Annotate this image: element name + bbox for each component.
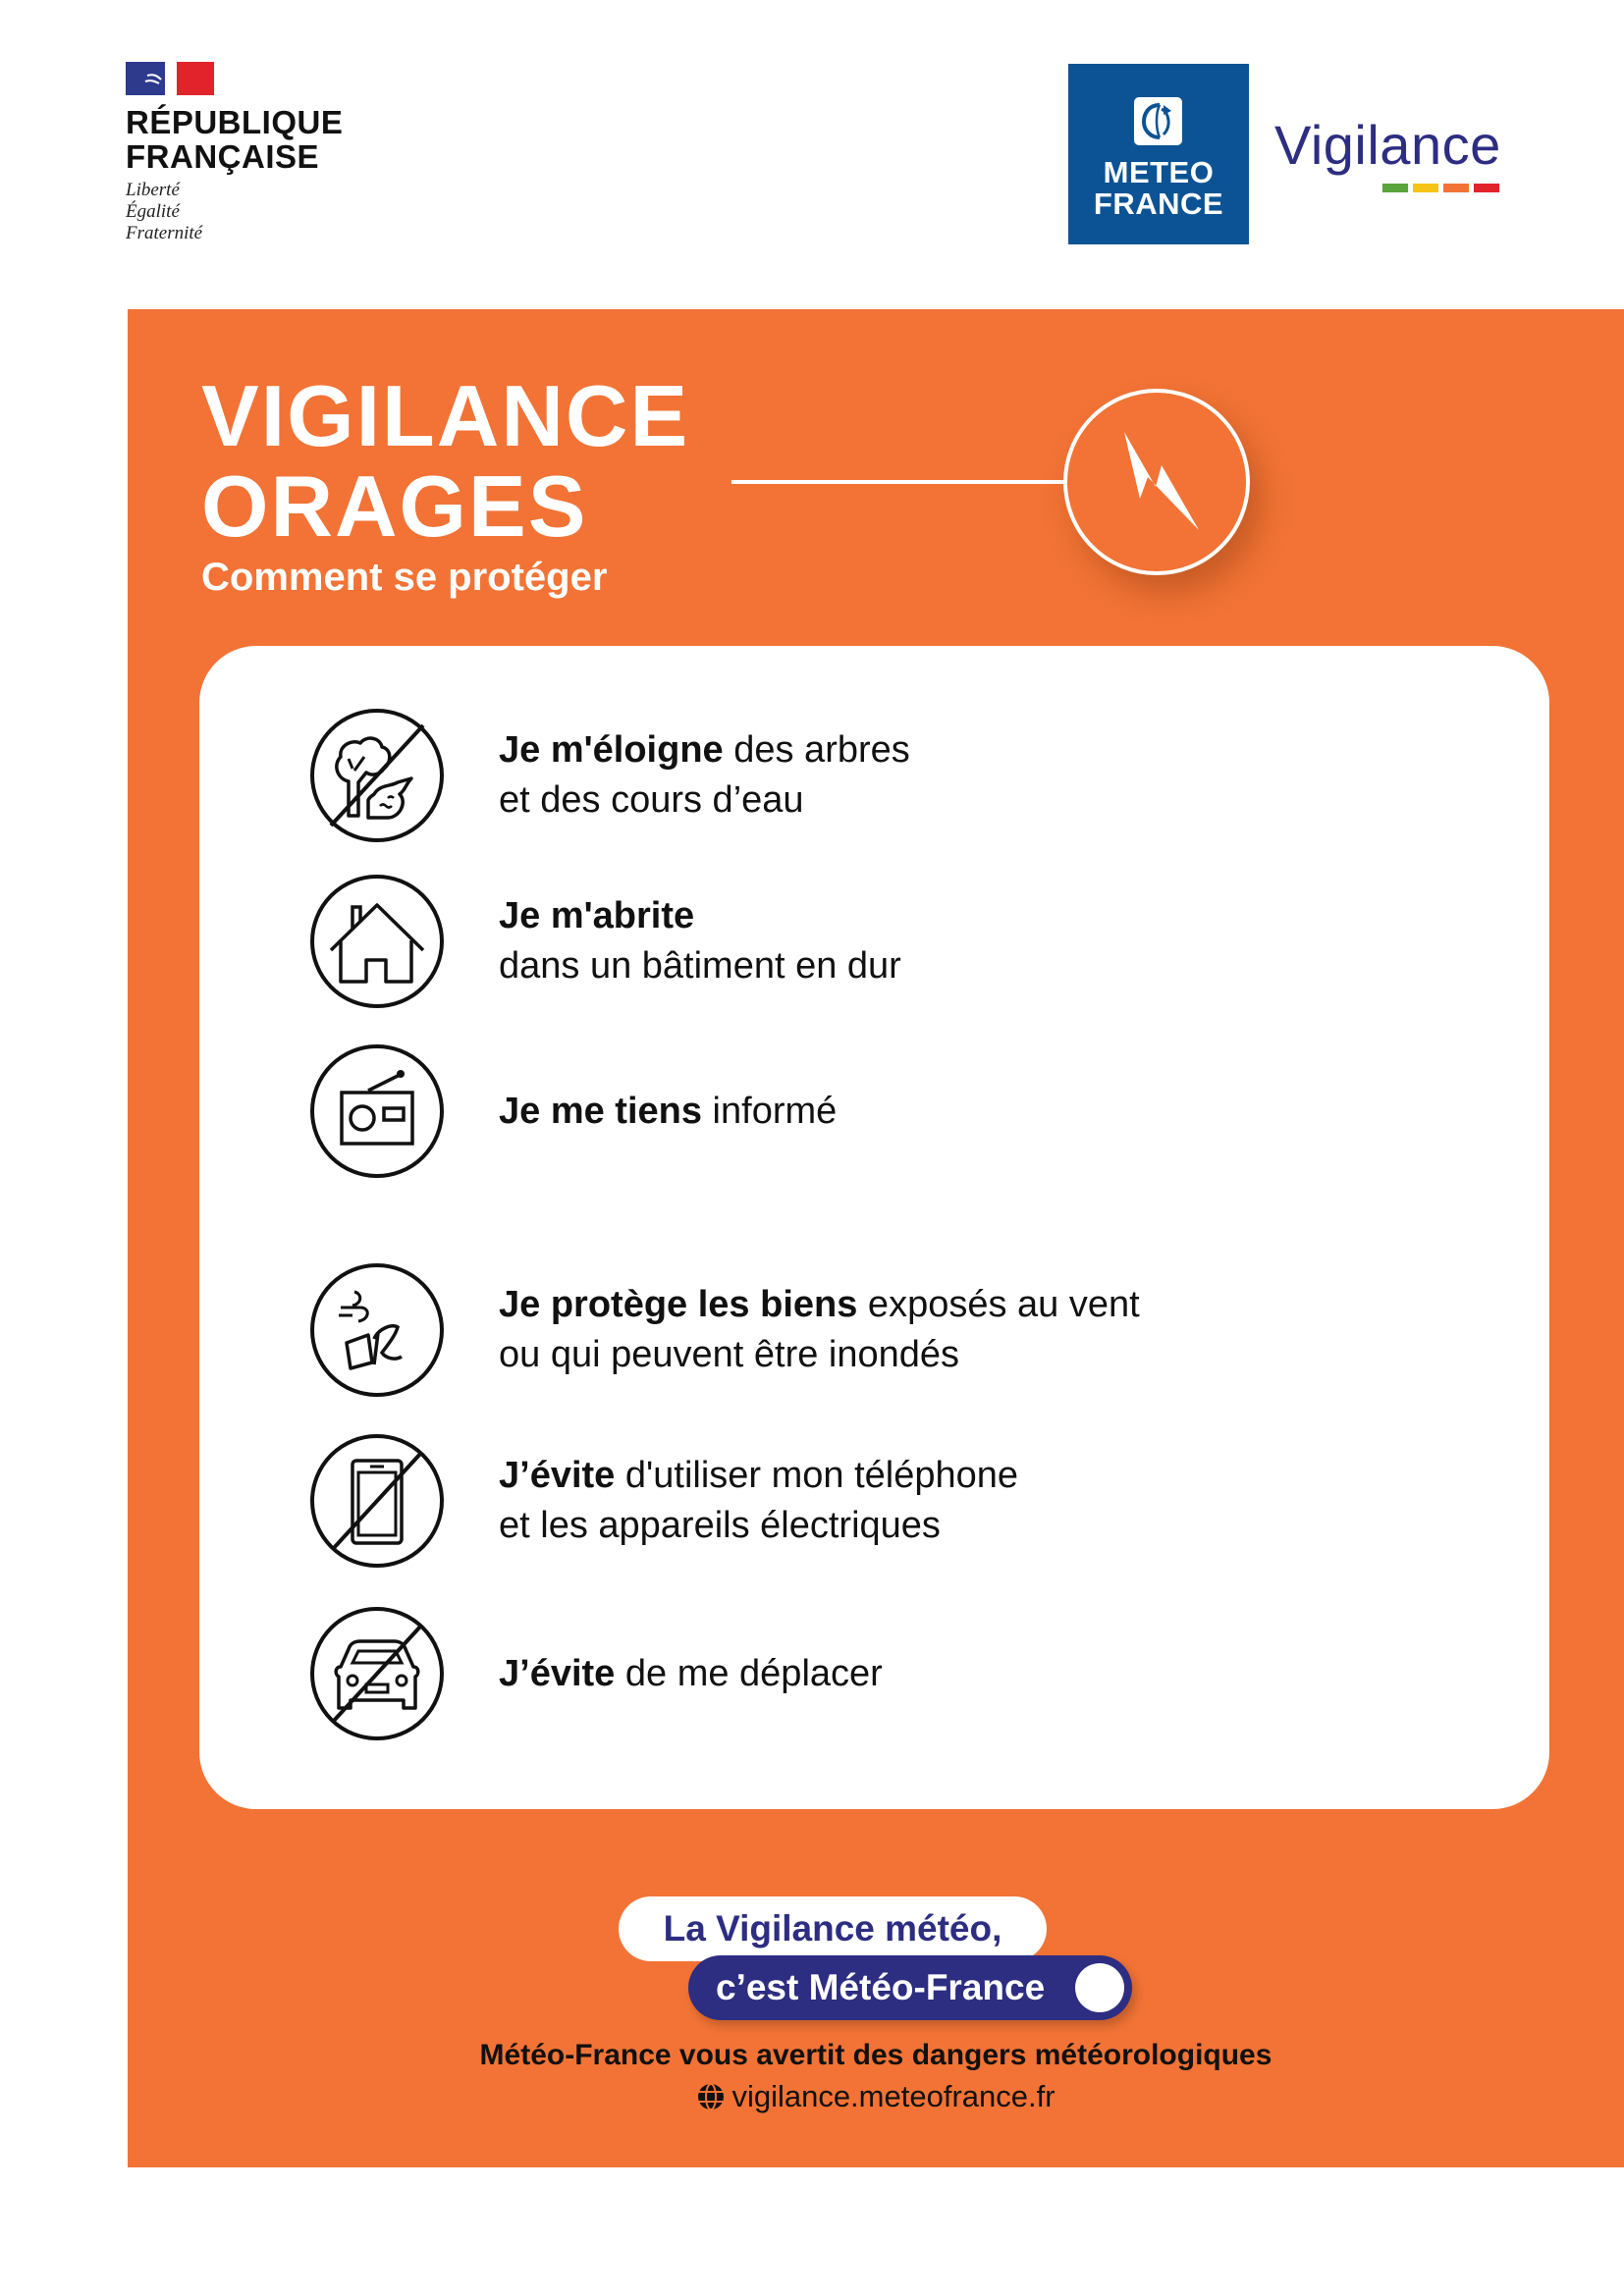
slogan-pill-top: La Vigilance météo, bbox=[619, 1896, 1047, 1961]
advice-5-rest: d'utiliser mon téléphone bbox=[615, 1455, 1019, 1496]
vigilance-bar-red bbox=[1474, 184, 1499, 192]
globe-icon bbox=[696, 2082, 726, 2111]
no-phone-icon bbox=[309, 1433, 445, 1569]
title-connector-line bbox=[731, 480, 1063, 484]
motto-egalite: Égalité bbox=[126, 201, 180, 222]
vigilance-bar-orange bbox=[1443, 184, 1469, 192]
advice-4-bold: Je protège les biens bbox=[499, 1284, 858, 1325]
wind-objects-icon bbox=[309, 1262, 445, 1398]
meteo-france-line1: METEO bbox=[1103, 155, 1215, 189]
advice-2-line2: dans un bâtiment en dur bbox=[499, 945, 901, 987]
advice-1-bold: Je m'éloigne bbox=[499, 729, 724, 771]
advice-item-informed bbox=[309, 1043, 837, 1179]
footer-url[interactable]: vigilance.meteofrance.fr bbox=[731, 2079, 1056, 2113]
toggle-knob-icon bbox=[1075, 1963, 1124, 2012]
meteo-france-globe-icon bbox=[1134, 97, 1182, 145]
advice-5-bold: J’évite bbox=[499, 1455, 616, 1496]
radio-icon bbox=[309, 1043, 445, 1179]
republique-title-line1: RÉPUBLIQUE bbox=[126, 104, 344, 140]
vigilance-bar-yellow bbox=[1413, 184, 1438, 192]
advice-2-bold: Je m'abrite bbox=[499, 895, 695, 936]
page-title bbox=[201, 367, 690, 555]
no-car-icon bbox=[309, 1606, 445, 1741]
house-icon bbox=[309, 874, 445, 1009]
advice-item-protect-goods bbox=[309, 1262, 1140, 1398]
advice-4-line2: ou qui peuvent être inondés bbox=[499, 1334, 960, 1375]
footer-url-line bbox=[128, 2079, 1624, 2114]
no-trees-water-icon bbox=[309, 708, 445, 843]
republique-title-line2: FRANÇAISE bbox=[126, 138, 320, 175]
advice-1-line2: et des cours d’eau bbox=[499, 779, 804, 821]
slogan-pill-bottom bbox=[688, 1955, 1132, 2020]
vigilance-color-bars bbox=[1382, 184, 1499, 192]
republique-francaise-logo bbox=[126, 62, 343, 244]
advice-6-rest: de me déplacer bbox=[615, 1652, 883, 1694]
advice-item-shelter bbox=[309, 874, 901, 1009]
advice-item-no-travel bbox=[309, 1606, 883, 1741]
footer-tagline: Météo-France vous avertit des dangers météorologiques bbox=[479, 2039, 1272, 2071]
vigilance-logo-text: Vigilance bbox=[1274, 114, 1501, 176]
advice-5-line2: et les appareils électriques bbox=[499, 1505, 941, 1546]
marianne-flag-icon bbox=[126, 62, 214, 95]
advice-6-bold: J’évite bbox=[499, 1652, 616, 1694]
page-subtitle: Comment se protéger bbox=[201, 556, 608, 599]
advice-3-rest: informé bbox=[702, 1090, 838, 1132]
advice-item-trees bbox=[309, 708, 910, 843]
meteo-france-line2: FRANCE bbox=[1093, 187, 1224, 221]
advice-1-rest: des arbres bbox=[723, 729, 910, 771]
slogan-line2: c’est Météo-France bbox=[716, 1967, 1046, 2007]
advice-item-no-phone bbox=[309, 1433, 1018, 1569]
advice-4-rest: exposés au vent bbox=[857, 1284, 1140, 1325]
meteo-france-logo bbox=[1068, 64, 1249, 244]
motto-liberte: Liberté bbox=[126, 180, 180, 200]
title-line1: VIGILANCE bbox=[201, 367, 690, 464]
vigilance-bar-green bbox=[1382, 184, 1408, 192]
lightning-bolt-icon bbox=[1110, 432, 1209, 540]
advice-card bbox=[199, 646, 1549, 1809]
motto-fraternite: Fraternité bbox=[126, 223, 203, 243]
title-line2: ORAGES bbox=[201, 457, 588, 555]
advice-3-bold: Je me tiens bbox=[499, 1090, 702, 1132]
lightning-badge bbox=[1063, 389, 1250, 575]
